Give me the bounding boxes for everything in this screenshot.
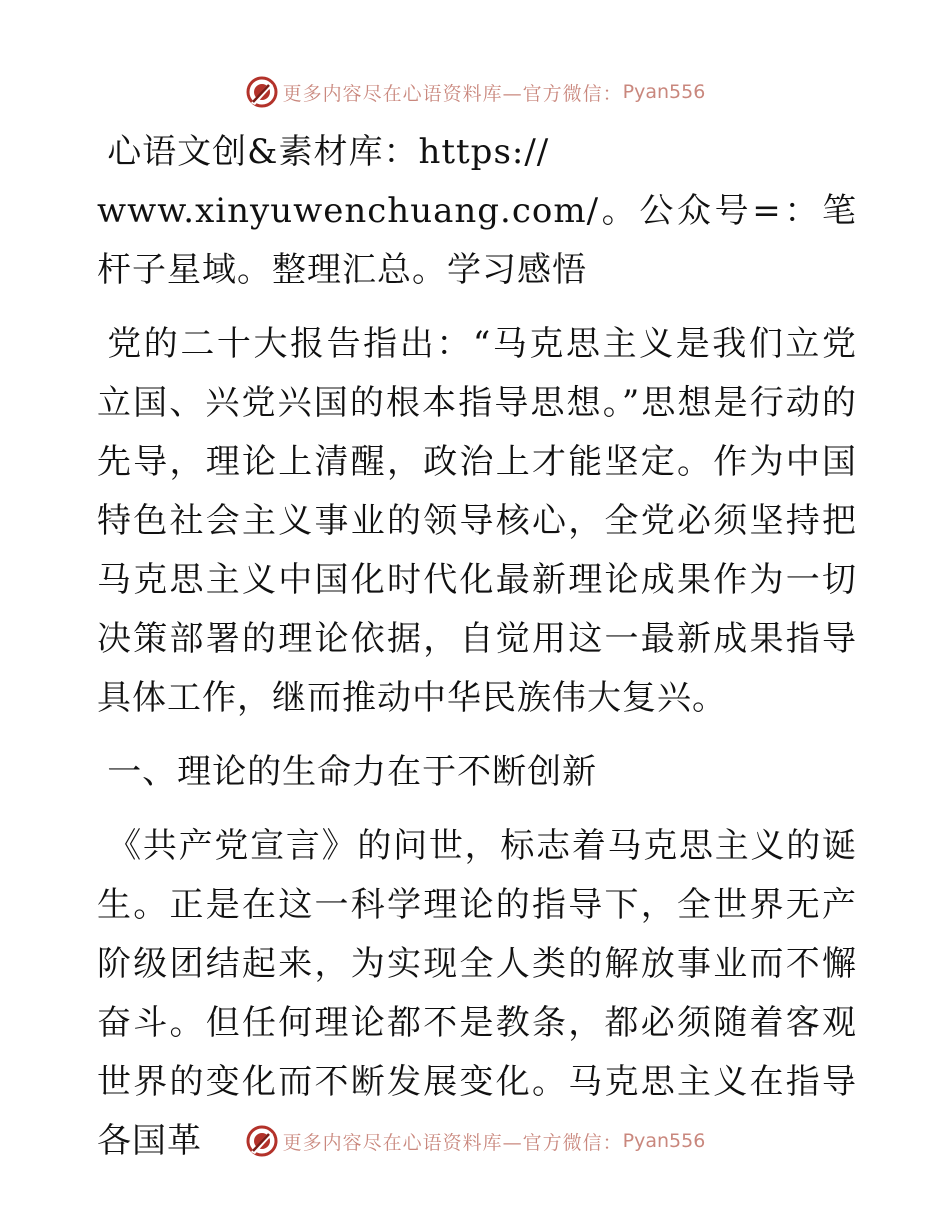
section-heading-1: 一、理论的生命力在于不断创新: [107, 752, 598, 792]
banner-contact-id: Pyan556: [622, 81, 706, 103]
paragraph-2: 《共产党宣言》的问世，标志着马克思主义的诞生。正是在这一科学理论的指导下，全世界无产阶级团结起来，为实现全人类的解放事业而不懈奋斗。但任何理论都不是教条，都必须随着客观世界的变化而不断发展变化。马克思主义在指导各国革: [97, 826, 857, 1161]
paragraph-1: 党的二十大报告指出：“马克思主义是我们立党立国、兴党兴国的根本指导思想。”思想是行动的先导，理论上清醒，政治上才能坚定。作为中国特色社会主义事业的领导核心，全党必须坚持把马克思主义中国化时代化最新理论成果作为一切决策部署的理论依据，自觉用这一最新成果指导具体工作，继而推动中华民族伟大复兴。: [97, 324, 857, 718]
banner-promo-text: 更多内容尽在心语资料库—官方微信：: [282, 1131, 623, 1154]
pen-seal-icon: [245, 75, 279, 109]
pen-seal-icon: [245, 1124, 279, 1158]
source-line-1: 心语文创&素材库：https://: [107, 132, 550, 172]
bottom-banner: [0, 1121, 950, 1161]
banner-promo-text: 更多内容尽在心语资料库—官方微信：: [282, 82, 623, 105]
top-banner: [0, 72, 950, 112]
source-line-2: www.xinyuwenchuang.com/。公众号=：笔杆子星域。整理汇总。学习感悟: [97, 191, 857, 290]
document-body: [97, 123, 857, 1171]
banner-contact-id: Pyan556: [622, 1130, 706, 1152]
